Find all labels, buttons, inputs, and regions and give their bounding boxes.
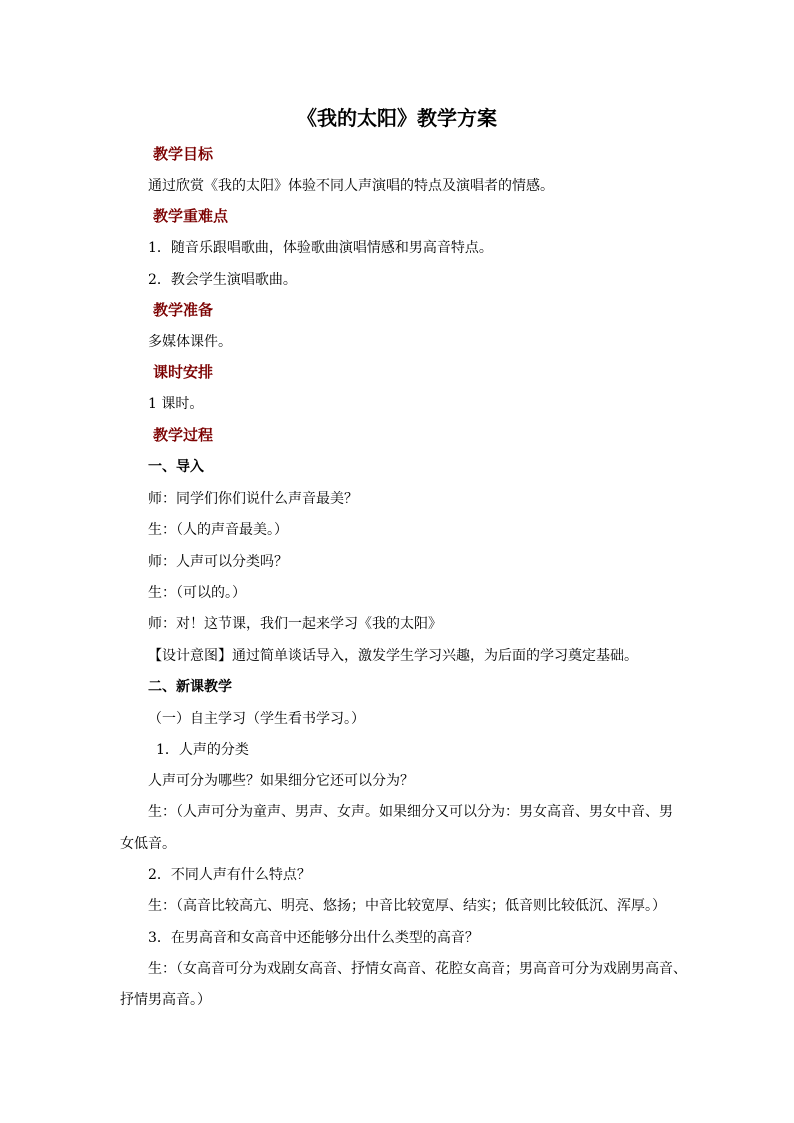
- intro-design-intent: 【设计意图】通过简单谈话导入，激发学生学习兴趣，为后面的学习奠定基础。: [148, 648, 638, 664]
- intro-line-2: 生：（人的声音最美。）: [148, 522, 288, 538]
- heading-teaching-goals: 教学目标: [153, 145, 214, 163]
- process-intro-heading: 一、导入: [148, 459, 204, 475]
- question-1-text: 人声可分为哪些？如果细分它还可以分为？: [148, 773, 414, 789]
- heading-process: 教学过程: [153, 426, 214, 444]
- question-1-answer-line-2: 女低音。: [120, 836, 176, 852]
- question-1: 1．人声的分类: [156, 742, 249, 758]
- question-3-answer-line-1: 生：（女高音可分为戏剧女高音、抒情女高音、花腔女高音；男高音可分为戏剧男高音、: [148, 961, 687, 977]
- question-3-answer-line-2: 抒情男高音。）: [120, 992, 211, 1008]
- heading-key-points: 教学重难点: [153, 207, 229, 225]
- heading-preparation: 教学准备: [153, 301, 214, 319]
- heading-schedule: 课时安排: [153, 363, 214, 381]
- self-study-line: （一）自主学习（学生看书学习。）: [148, 711, 365, 727]
- intro-line-4: 生：（可以的。）: [148, 585, 246, 601]
- question-1-answer-line-1: 生：（人声可分为童声、男声、女声。如果细分又可以分为：男女高音、男女中音、男: [148, 804, 673, 820]
- goal-text: 通过欣赏《我的太阳》体验不同人声演唱的特点及演唱者的情感。: [148, 178, 554, 194]
- schedule-text: 1 课时。: [148, 396, 204, 412]
- process-new-heading: 二、新课教学: [148, 679, 232, 695]
- key-point-1: 1．随音乐跟唱歌曲，体验歌曲演唱情感和男高音特点。: [148, 240, 493, 256]
- question-3: 3．在男高音和女高音中还能够分出什么类型的高音？: [148, 930, 479, 946]
- key-point-2: 2．教会学生演唱歌曲。: [148, 272, 297, 288]
- intro-line-3: 师：人声可以分类吗？: [148, 554, 288, 570]
- intro-line-1: 师：同学们你们说什么声音最美？: [148, 491, 358, 507]
- preparation-text: 多媒体课件。: [148, 334, 232, 350]
- question-2-answer: 生：（高音比较高亢、明亮、悠扬；中音比较宽厚、结实；低音则比较低沉、浑厚。）: [148, 898, 666, 914]
- document-title: 《我的太阳》教学方案: [297, 106, 497, 130]
- question-2: 2．不同人声有什么特点？: [148, 867, 311, 883]
- intro-line-5: 师：对！这节课，我们一起来学习《我的太阳》: [148, 616, 442, 632]
